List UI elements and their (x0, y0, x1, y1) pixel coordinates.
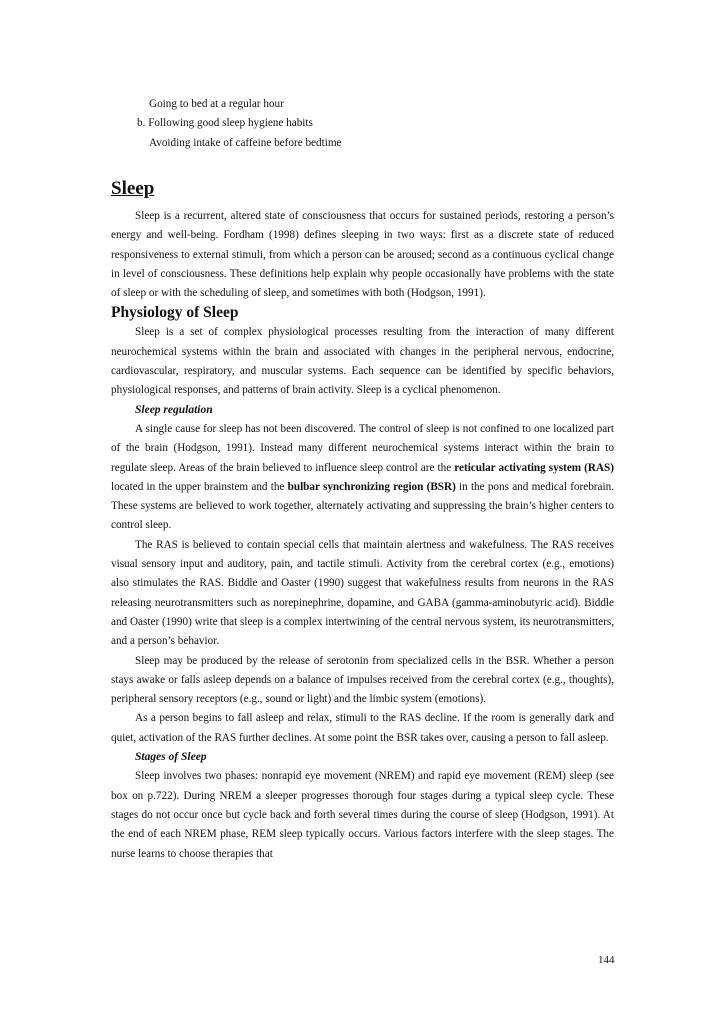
physiology-paragraph: Sleep is a set of complex physiological processes resulting from the interaction of many different neurochemical systems within the brain and associated with changes in the peripheral nervous, endocrine, cardiovascular, respiratory, and muscular systems. Each sequence can be identified by specific behaviors, physiological responses, and patterns of brain activity. Sleep is a cyclical phenomenon. (111, 326, 614, 397)
body-text (111, 207, 614, 864)
list-item: Avoiding intake of caffeine before bedtime (149, 136, 342, 149)
page-number: 144 (598, 954, 615, 966)
regulation-paragraph-4: As a person begins to fall asleep and relax, stimuli to the RAS decline. If the room is generally dark and quiet, activation of the RAS further declines. At some point the BSR takes over, causing a person to fall asleep. (111, 712, 614, 744)
term-bsr: bulbar synchronizing region (BSR) (287, 480, 456, 493)
habit-list (111, 95, 614, 153)
subheading-sleep-regulation: Sleep regulation (135, 403, 213, 416)
regulation-paragraph-3: Sleep may be produced by the release of serotonin from specialized cells in the BSR. Whether a person stays awake or falls asleep depends on a balance of impulses received from the cerebral cortex (e.g., thoughts), peripheral sensory receptors (e.g., sound or light) and the limbic system (emotions). (111, 654, 614, 706)
section-heading-sleep: Sleep (111, 178, 155, 199)
term-ras: reticular activating system (RAS) (454, 461, 614, 474)
intro-paragraph: Sleep is a recurrent, altered state of consciousness that occurs for sustained periods, restoring a person’s energy and well-being. Fordham (1998) defines sleeping in two ways: first as a discrete state of reduced responsiveness to external stimuli, from which a person can be aroused; second as a continuous cyclical change in level of consciousness. These definitions help explain why people occasionally have problems with the state of sleep or with the scheduling of sleep, and sometimes with both (Hodgson, 1991). (111, 210, 614, 300)
regulation-paragraph-2: The RAS is believed to contain special cells that maintain alertness and wakefulness. The RAS receives visual sensory input and auditory, pain, and tactile stimuli. Activity from the cerebral cortex (e.g., emotions) also stimulates the RAS. Biddle and Oaster (1990) suggest that wakefulness results from neurons in the RAS releasing neurotransmitters such as norepinephrine, dopamine, and GABA (gamma-aminobutyric acid). Biddle and Oaster (1990) write that sleep is a complex intertwining of the central nervous system, its neurotransmitters, and a person’s behavior. (111, 538, 614, 648)
regulation-paragraph-1: A single cause for sleep has not been discovered. The control of sleep is not confined to one localized part of the brain (Hodgson, 1991). Instead many different neurochemical systems interact within the brain to regulate sleep. Areas of the brain believed to influence sleep control are the reticular activating system (RAS) located in the upper brainstem and the bulbar synchronizing region (BSR) in the pons and medical forebrain. These systems are believed to work together, alternately activating and suppressing the brain’s higher centers to control sleep. (111, 422, 614, 532)
list-item: Going to bed at a regular hour (149, 98, 284, 110)
subheading-physiology: Physiology of Sleep (111, 304, 239, 322)
stages-paragraph: Sleep involves two phases: nonrapid eye movement (NREM) and rapid eye movement (REM) sleep (see box on p.722). During NREM a sleeper progresses thorough four stages during a typical sleep cycle. These stages do not occur once but cycle back and forth several times during the course of sleep (Hodgson, 1991). At the end of each NREM phase, REM sleep typically occurs. Various factors interfere with the sleep stages. The nurse learns to choose therapies that (111, 770, 614, 860)
subheading-stages-of-sleep: Stages of Sleep (135, 751, 207, 764)
list-item: b. Following good sleep hygiene habits (137, 117, 313, 130)
